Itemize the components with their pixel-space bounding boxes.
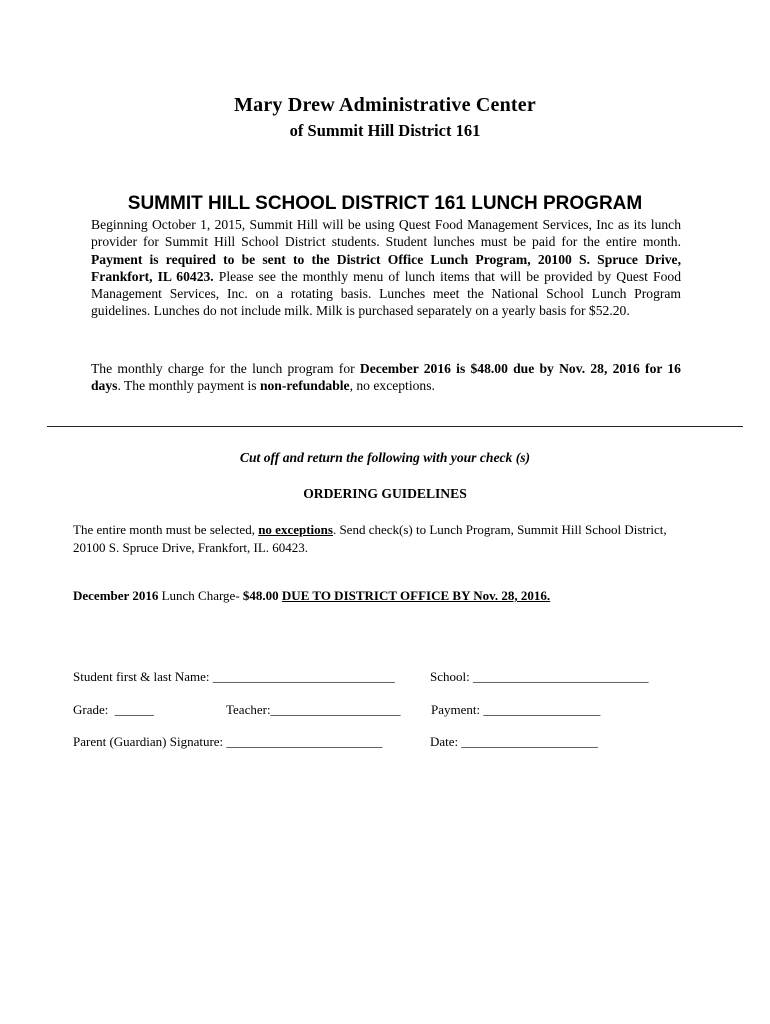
monthly-text-1: The monthly charge for the lunch program for bbox=[91, 361, 360, 376]
ordering-guidelines-title: ORDERING GUIDELINES bbox=[303, 486, 467, 501]
teacher-field[interactable]: Teacher:____________________ bbox=[226, 702, 401, 717]
charge-due-date: DUE TO DISTRICT OFFICE BY Nov. 28, 2016. bbox=[281, 588, 551, 603]
monthly-charge-paragraph bbox=[91, 360, 681, 395]
intro-paragraph bbox=[91, 216, 681, 320]
center-title: Mary Drew Administrative Center bbox=[234, 94, 536, 116]
intro-text-1: Beginning October 1, 2015, Summit Hill will be using Quest Food Management Services, Inc as its lunch provider for Summit Hill School District students. Student lunches must be paid for the entire month. bbox=[91, 217, 681, 250]
intro-text-2: Please see the monthly menu of lunch items that will be provided by Quest Food Management Services, Inc. on a rotating basis. Lunches meet the National School Lunch Program guidelines. Lunches do not include milk. Milk is purchased separately on a yearly basis for $52.20. bbox=[91, 268, 681, 319]
monthly-due-info: December 2016 is $48.00 due by Nov. 28, 2016 for 16 days bbox=[91, 361, 681, 394]
school-field[interactable]: School: ___________________________ bbox=[430, 669, 649, 684]
cut-line-divider bbox=[47, 426, 743, 427]
program-title: SUMMIT HILL SCHOOL DISTRICT 161 LUNCH PROGRAM bbox=[127, 193, 643, 214]
lunch-charge-line bbox=[73, 588, 550, 604]
monthly-text-3: , no exceptions. bbox=[349, 378, 435, 394]
ordering-text-1: The entire month must be selected, bbox=[73, 522, 259, 537]
signature-field[interactable]: Parent (Guardian) Signature: ________________________ bbox=[73, 734, 383, 749]
cutoff-instruction: Cut off and return the following with your check (s) bbox=[239, 450, 531, 465]
non-refundable-label: non-refundable bbox=[259, 378, 350, 394]
intro-payment-notice: Payment is required to be sent to the District Office Lunch Program, 20100 S. Spruce Drive, Frankfort, IL 60423. bbox=[91, 251, 681, 284]
no-exceptions-label: no exceptions bbox=[258, 522, 333, 537]
student-name-field[interactable]: Student first & last Name: ____________________________ bbox=[73, 669, 395, 684]
center-subtitle: of Summit Hill District 161 bbox=[289, 121, 481, 140]
date-field[interactable]: Date: _____________________ bbox=[430, 734, 598, 749]
charge-month: December 2016 bbox=[73, 588, 159, 603]
payment-field[interactable]: Payment: __________________ bbox=[431, 702, 601, 717]
form-row-signature bbox=[73, 734, 598, 782]
grade-field[interactable]: Grade: ______ bbox=[73, 702, 154, 717]
charge-label: Lunch Charge- bbox=[158, 588, 243, 603]
charge-amount: $48.00 bbox=[242, 588, 279, 603]
ordering-guidelines-paragraph bbox=[73, 521, 673, 557]
ordering-text-2: . Send check(s) to Lunch Program, Summit Hill School District, 20100 S. Spruce Drive, Frankfort, IL. 60423. bbox=[73, 522, 667, 555]
monthly-text-2: . The monthly payment is bbox=[117, 378, 260, 394]
